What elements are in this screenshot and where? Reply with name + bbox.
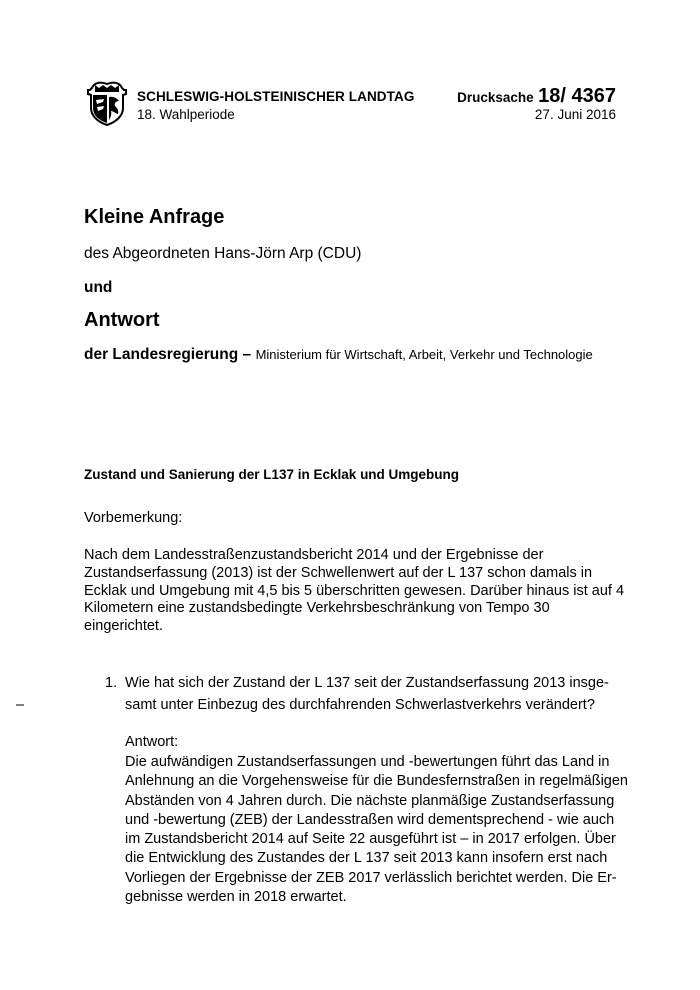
answer-line: Die aufwändigen Zustandserfassungen und -bewertungen führt das Land in xyxy=(125,754,610,770)
crest-icon xyxy=(86,80,128,126)
government-line xyxy=(84,346,593,364)
und-word: und xyxy=(84,279,113,296)
ministry-name: Ministerium für Wirtschaft, Arbeit, Verkehr und Technologie xyxy=(255,347,593,362)
answer-line: Vorliegen der Ergebnisse der ZEB 2017 verlässlich berichtet werden. Die Er- xyxy=(125,869,617,886)
state-crest-logo xyxy=(86,80,128,126)
drucksache-label: Drucksache xyxy=(457,90,534,105)
vorbemerkung-text xyxy=(84,547,625,636)
question-number: 1. xyxy=(105,675,118,691)
paragraph-line: eingerichtet. xyxy=(84,618,163,635)
answer-line: Anlehnung an die Vorgehensweise für die Bundesfernstraßen in regelmäßigen xyxy=(125,773,628,790)
legislative-period: 18. Wahlperiode xyxy=(137,107,235,122)
paragraph-line: Kilometern eine zustandsbedingte Verkehrsbeschränkung von Tempo 30 xyxy=(84,600,550,617)
kleine-anfrage-heading: Kleine Anfrage xyxy=(84,206,225,228)
paragraph-line: Nach dem Landesstraßenzustandsbericht 2014 und der Ergebnisse der xyxy=(84,547,544,563)
answer-text xyxy=(125,753,628,907)
subject-heading: Zustand und Sanierung der L137 in Ecklak und Umgebung xyxy=(84,467,460,482)
answer-line: Abständen von 4 Jahren durch. Die nächste planmäßige Zustandserfassung xyxy=(125,792,615,809)
parliament-name: SCHLESWIG-HOLSTEINISCHER LANDTAG xyxy=(137,89,415,104)
answer-line: gebnisse werden in 2018 erwartet. xyxy=(125,889,347,906)
answer-line: und -bewertung (ZEB) der Landesstraßen wird dementsprechend - wie auch xyxy=(125,811,615,828)
answer-line: im Zustandsbericht 2014 auf Seite 22 ausgeführt ist – in 2017 erfolgen. Über xyxy=(125,831,616,848)
question-text-line: Wie hat sich der Zustand der L 137 seit der Zustandserfassung 2013 insge- xyxy=(125,675,609,691)
vorbemerkung-label: Vorbemerkung: xyxy=(84,510,183,526)
drucksache-number: 18/ 4367 xyxy=(538,85,616,107)
document-number xyxy=(457,85,616,108)
document-date: 27. Juni 2016 xyxy=(534,107,616,122)
member-line: des Abgeordneten Hans-Jörn Arp (CDU) xyxy=(84,245,362,262)
answer-line: die Entwicklung des Zustandes der L 137 seit 2013 kann insofern erst nach xyxy=(125,850,608,867)
question-text-line: samt unter Einbezug des durchfahrenden Schwerlastverkehrs verändert? xyxy=(125,697,595,713)
landesregierung-label: der Landesregierung – xyxy=(84,346,252,363)
paragraph-line: Zustandserfassung (2013) ist der Schwellenwert auf der L 137 schon damals in xyxy=(84,564,593,581)
margin-mark: – xyxy=(16,697,25,713)
paragraph-line: Ecklak und Umgebung mit 4,5 bis 5 überschritten gewesen. Darüber hinaus ist auf 4 xyxy=(84,582,625,599)
answer-label: Antwort: xyxy=(125,734,179,750)
antwort-heading: Antwort xyxy=(84,309,160,331)
